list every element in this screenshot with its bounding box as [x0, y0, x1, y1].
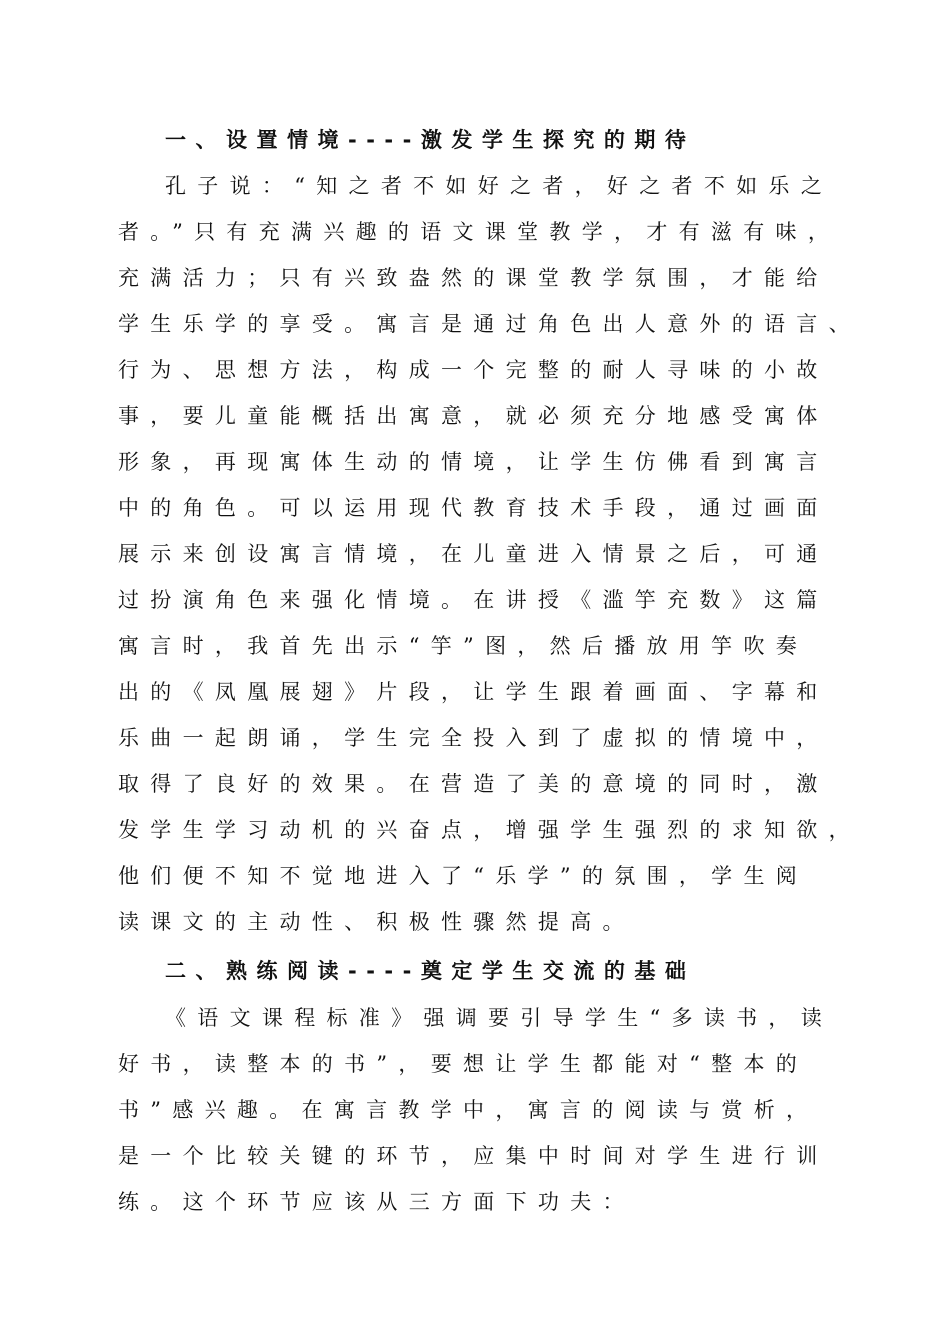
- paragraph-line: 书”感兴趣。在寓言教学中，寓言的阅读与赏析，: [118, 1098, 819, 1122]
- paragraph-line: 充满活力；只有兴致盎然的课堂教学氛围，才能给: [118, 266, 829, 290]
- paragraph-line: 者。”只有充满兴趣的语文课堂教学，才有滋有味，: [118, 220, 841, 244]
- paragraph-line: 过扮演角色来强化情境。在讲授《滥竽充数》这篇: [118, 588, 829, 612]
- paragraph-line: 孔子说：“知之者不如好之者，好之者不如乐之: [165, 174, 834, 198]
- paragraph-line: 《语文课程标准》强调要引导学生“多读书，读: [165, 1006, 834, 1030]
- paragraph-line: 事，要儿童能概括出寓意，就必须充分地感受寓体: [118, 404, 829, 428]
- paragraph-line: 他们便不知不觉地进入了“乐学”的氛围，学生阅: [118, 864, 809, 888]
- paragraph-line: 寓言时，我首先出示“竽”图，然后播放用竽吹奏: [118, 634, 809, 658]
- paragraph-line: 出的《凤凰展翅》片段，让学生跟着画面、字幕和: [118, 680, 829, 704]
- paragraph-line: 读课文的主动性、积极性骤然提高。: [118, 910, 635, 934]
- paragraph-line: 学生乐学的享受。寓言是通过角色出人意外的语言、: [118, 312, 861, 336]
- paragraph-line: 是一个比较关键的环节，应集中时间对学生进行训: [118, 1144, 829, 1168]
- paragraph-line: 练。这个环节应该从三方面下功夫：: [118, 1190, 635, 1214]
- paragraph-line: 行为、思想方法，构成一个完整的耐人寻味的小故: [118, 358, 829, 382]
- paragraph-line: 乐曲一起朗诵，学生完全投入到了虚拟的情境中，: [118, 726, 829, 750]
- paragraph-line: 形象，再现寓体生动的情境，让学生仿佛看到寓言: [118, 450, 829, 474]
- paragraph-line: 展示来创设寓言情境，在儿童进入情景之后，可通: [118, 542, 829, 566]
- paragraph-line: 中的角色。可以运用现代教育技术手段，通过画面: [118, 496, 829, 520]
- paragraph-line: 发学生学习动机的兴奋点，增强学生强烈的求知欲，: [118, 818, 861, 842]
- section-heading-2: 二、熟练阅读----奠定学生交流的基础: [165, 959, 696, 983]
- paragraph-line: 取得了良好的效果。在营造了美的意境的同时，激: [118, 772, 829, 796]
- section-heading-1: 一、设置情境----激发学生探究的期待: [165, 128, 696, 152]
- paragraph-line: 好书，读整本的书”，要想让学生都能对“整本的: [118, 1052, 809, 1076]
